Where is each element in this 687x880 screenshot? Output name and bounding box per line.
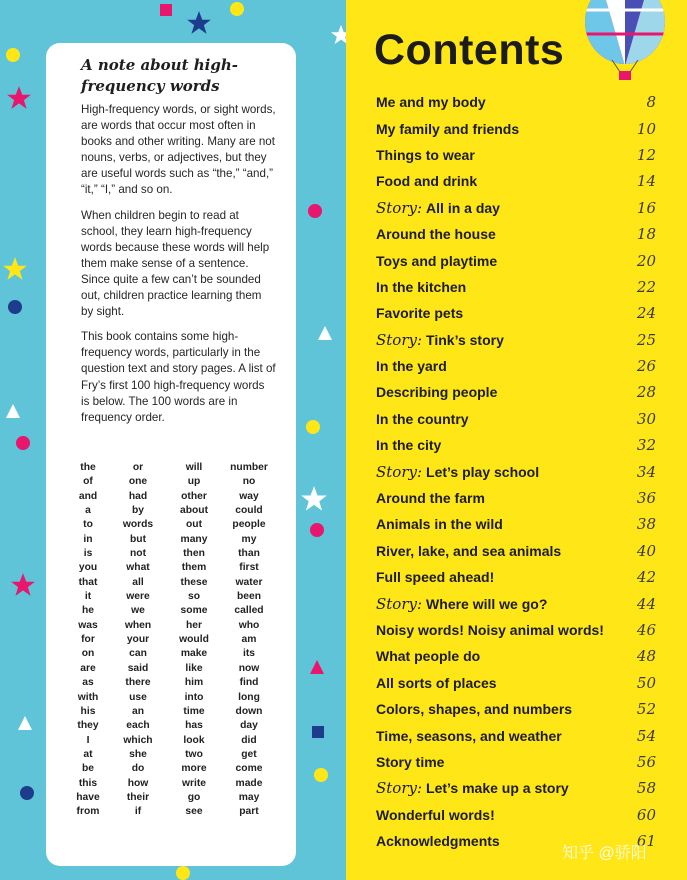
word-item: long (238, 691, 260, 703)
toc-entry-text: Wonderful words! (376, 806, 495, 823)
right-page (346, 0, 687, 880)
toc-entry-text: In the yard (376, 358, 447, 375)
toc-entry-text: All in a day (426, 199, 500, 216)
toc-entry-text: Tink’s story (426, 331, 504, 348)
table-of-contents (376, 89, 656, 854)
dot-icon (310, 523, 324, 537)
word-item: words (122, 519, 154, 531)
toc-entry[interactable] (376, 168, 656, 194)
word-item: called (234, 605, 264, 617)
word-item: she (129, 748, 147, 760)
note-paragraph: High-frequency words, or sight words, are words that occur most often in books and other writing. Many are not nouns, verbs, or adjectives, but they are useful words such as “the,” “and,” “it,” “I,” and so on. (81, 103, 276, 197)
word-item: make (180, 648, 208, 660)
toc-entry-page: 30 (636, 409, 656, 428)
word-item: go (187, 791, 201, 803)
word-item: so (187, 591, 201, 603)
toc-entry-text: Let’s play school (426, 463, 540, 480)
dot-icon (8, 300, 22, 314)
word-item: there (125, 677, 151, 689)
dot-icon (314, 768, 328, 782)
word-item: their (126, 791, 150, 803)
word-item: some (180, 605, 208, 617)
dot-icon (230, 2, 244, 16)
toc-entry[interactable] (376, 142, 656, 168)
toc-entry-label (376, 147, 475, 163)
toc-entry-page: 60 (636, 805, 656, 824)
toc-entry[interactable] (376, 432, 656, 458)
dot-icon (6, 48, 20, 62)
word-column (168, 461, 220, 820)
word-item: could (235, 505, 263, 517)
word-item: one (128, 476, 148, 488)
triangle-icon (6, 404, 20, 418)
toc-entry-label (376, 358, 447, 374)
toc-entry-page: 34 (636, 462, 656, 481)
word-item: a (85, 505, 91, 517)
high-frequency-word-list (68, 461, 278, 820)
toc-entry-page: 16 (636, 198, 656, 217)
word-item: at (83, 748, 93, 760)
word-item: my (241, 533, 257, 545)
toc-entry-text: Around the house (376, 226, 496, 243)
triangle-icon (18, 716, 32, 730)
toc-entry-label (376, 779, 569, 797)
word-item: or (132, 462, 144, 473)
toc-entry-label (376, 833, 500, 849)
toc-entry-text: What people do (376, 648, 481, 665)
toc-entry-text: Noisy words! Noisy animal words! (376, 622, 604, 638)
toc-entry-page: 46 (636, 621, 656, 639)
toc-entry[interactable] (376, 617, 656, 643)
star-icon (6, 85, 32, 111)
toc-entry-page: 48 (636, 647, 656, 666)
toc-entry-text: Where will we go? (426, 595, 548, 612)
word-item: him (184, 677, 204, 689)
word-item: that (78, 576, 98, 588)
word-item: write (181, 777, 207, 789)
word-item: you (78, 562, 98, 574)
word-item: way (239, 490, 259, 502)
toc-entry[interactable] (376, 115, 656, 141)
toc-entry-label (376, 648, 480, 664)
note-title: A note about high-frequency words (81, 56, 238, 95)
word-item: would (179, 634, 209, 646)
star-icon (10, 572, 36, 598)
toc-entry[interactable] (376, 247, 656, 273)
toc-entry[interactable] (376, 564, 656, 590)
toc-entry-text: Time, seasons, and weather (376, 727, 562, 744)
toc-entry-text: In the country (376, 410, 469, 427)
toc-entry-page: 32 (636, 436, 656, 455)
toc-entry[interactable] (376, 538, 656, 564)
word-item: time (183, 705, 205, 717)
word-item: find (239, 677, 259, 689)
toc-entry-label (376, 754, 444, 770)
toc-entry-text: Story time (376, 753, 445, 770)
toc-entry-text: Toys and playtime (376, 252, 498, 269)
toc-entry-text: Describing people (376, 384, 498, 401)
word-item: has (185, 720, 203, 732)
word-item: in (83, 533, 93, 545)
toc-entry[interactable] (376, 696, 656, 722)
toc-entry-page: 26 (636, 357, 656, 376)
word-item: did (241, 734, 257, 746)
toc-entry-label (376, 279, 466, 295)
word-item: how (127, 777, 149, 789)
word-item: do (131, 763, 145, 775)
word-item: as (82, 677, 94, 689)
word-item: but (129, 533, 146, 545)
word-item: part (239, 806, 259, 818)
contents-title: Contents (374, 26, 565, 74)
toc-entry-label (376, 331, 504, 349)
dot-icon (308, 204, 322, 218)
toc-entry-label (376, 516, 503, 532)
toc-entry-label (376, 437, 441, 453)
toc-entry[interactable] (376, 749, 656, 775)
toc-entry-label (376, 173, 477, 189)
word-item: will (185, 462, 203, 473)
word-item: is (83, 548, 93, 560)
toc-entry-text: Acknowledgments (376, 833, 500, 850)
toc-entry-text: My family and friends (376, 120, 520, 137)
word-item: water (235, 576, 263, 588)
word-column (108, 461, 168, 820)
word-item: they (77, 720, 99, 732)
word-item: are (80, 662, 96, 674)
toc-entry-label (376, 121, 519, 137)
word-item: many (180, 533, 208, 545)
word-item: and (78, 490, 98, 502)
word-item: them (181, 562, 207, 574)
word-item: have (76, 791, 100, 803)
word-item: it (84, 591, 92, 603)
word-item: said (127, 662, 149, 674)
word-item: of (83, 476, 93, 488)
toc-entry-label (376, 463, 539, 481)
toc-entry[interactable] (376, 300, 656, 326)
word-item: his (80, 705, 96, 717)
word-item: see (185, 806, 203, 818)
toc-entry[interactable] (376, 802, 656, 828)
toc-entry-page: 25 (636, 330, 656, 349)
dot-icon (306, 420, 320, 434)
toc-entry-page: 8 (646, 93, 656, 112)
word-item: no (242, 476, 256, 488)
word-item: for (81, 634, 95, 646)
toc-entry-text: Colors, shapes, and numbers (376, 701, 573, 718)
triangle-icon (310, 660, 324, 674)
story-prefix: Story: (376, 594, 423, 613)
note-paragraph: This book contains some high-frequency words, particularly in the question text and story pages. A list of Fry’s first 100 high-frequency words is below. The 100 words are in frequency order. (81, 330, 276, 424)
toc-entry[interactable] (376, 775, 656, 801)
word-item: with (77, 691, 99, 703)
toc-entry-text: Me and my body (376, 94, 486, 111)
toc-entry[interactable] (376, 221, 656, 247)
toc-entry-page: 42 (636, 568, 656, 587)
square-icon (312, 726, 324, 738)
toc-entry-text: Things to wear (376, 146, 475, 163)
word-item: come (235, 763, 263, 775)
word-item: people (232, 519, 266, 531)
toc-entry[interactable] (376, 722, 656, 748)
word-item: now (238, 662, 260, 674)
toc-entry-page: 38 (636, 515, 656, 534)
word-item: may (238, 791, 260, 803)
toc-entry-text: Let’s make up a story (426, 780, 569, 797)
word-item: two (185, 748, 203, 760)
toc-entry-text: Food and drink (376, 173, 478, 190)
toc-entry[interactable] (376, 327, 656, 353)
toc-entry-page: 14 (636, 172, 656, 191)
toc-entry-text: Full speed ahead! (376, 569, 495, 586)
toc-entry[interactable] (376, 89, 656, 115)
word-item: which (123, 734, 153, 746)
word-item: to (83, 519, 93, 531)
word-item: if (134, 806, 142, 818)
word-item: an (131, 705, 145, 717)
toc-entry-text: Animals in the wild (376, 516, 503, 533)
word-item: when (124, 619, 152, 631)
toc-entry-page: 10 (636, 119, 656, 138)
toc-entry-label (376, 569, 494, 585)
toc-entry-label (376, 543, 561, 559)
word-item: this (78, 777, 98, 789)
word-item: each (126, 720, 150, 732)
toc-entry[interactable] (376, 379, 656, 405)
toc-entry-page: 44 (636, 594, 656, 613)
toc-entry-label (376, 807, 495, 823)
toc-entry-label (376, 490, 485, 506)
toc-entry[interactable] (376, 670, 656, 696)
square-icon (160, 4, 172, 16)
word-item: were (126, 591, 150, 603)
toc-entry-text: All sorts of places (376, 674, 497, 691)
toc-entry-page: 24 (636, 304, 656, 323)
word-item: these (180, 576, 208, 588)
star-icon (2, 256, 28, 282)
word-column (68, 461, 108, 820)
toc-entry-label (376, 253, 497, 269)
toc-entry-page: 50 (636, 673, 656, 692)
word-item: its (242, 648, 256, 660)
toc-entry-page: 12 (636, 145, 656, 164)
toc-entry-page: 54 (636, 726, 656, 745)
dot-icon (20, 786, 34, 800)
word-item: he (81, 605, 95, 617)
toc-entry-text: In the city (376, 437, 442, 454)
toc-entry[interactable] (376, 590, 656, 616)
triangle-icon (318, 326, 332, 340)
star-icon (300, 485, 328, 513)
toc-entry-page: 22 (636, 277, 656, 296)
toc-entry-page: 40 (636, 541, 656, 560)
toc-entry-label (376, 622, 604, 638)
word-item: made (235, 777, 263, 789)
word-item: who (238, 619, 260, 631)
word-item: other (181, 490, 207, 502)
toc-entry-page: 56 (636, 752, 656, 771)
word-item: your (126, 634, 150, 646)
toc-entry[interactable] (376, 353, 656, 379)
word-item: her (185, 619, 203, 631)
toc-entry-page: 36 (636, 489, 656, 508)
dot-icon (176, 866, 190, 880)
toc-entry-label (376, 701, 572, 717)
word-item: by (131, 505, 145, 517)
word-item: use (129, 691, 147, 703)
toc-entry-label (376, 199, 500, 217)
word-item: the (80, 462, 96, 473)
toc-entry-label (376, 94, 486, 110)
word-item: from (76, 806, 100, 818)
word-column (220, 461, 278, 820)
word-item: like (185, 662, 203, 674)
note-paragraph: When children begin to read at school, they learn high-frequency words because these words will help them make sense of a sentence. Since quite a few can’t be sounded out, children practice learning them by sight. (81, 208, 270, 319)
story-prefix: Story: (376, 330, 423, 349)
toc-entry-label (376, 411, 469, 427)
toc-entry-label (376, 305, 463, 321)
word-item: not (129, 548, 146, 560)
toc-entry-page: 52 (636, 700, 656, 719)
word-item: out (185, 519, 202, 531)
toc-entry-page: 20 (636, 251, 656, 270)
word-item: up (187, 476, 201, 488)
word-item: number (230, 462, 268, 473)
toc-entry[interactable] (376, 485, 656, 511)
story-prefix: Story: (376, 779, 423, 798)
word-item: day (240, 720, 258, 732)
toc-entry-page: 28 (636, 383, 656, 402)
toc-entry-page: 18 (636, 225, 656, 244)
word-item: get (241, 748, 257, 760)
toc-entry-label (376, 675, 497, 691)
toc-entry[interactable] (376, 458, 656, 484)
word-item: than (238, 548, 260, 560)
word-item: I (86, 734, 90, 746)
star-icon (186, 10, 212, 36)
toc-entry-label (376, 226, 496, 242)
toc-entry-text: Around the farm (376, 490, 485, 507)
word-item: been (236, 591, 262, 603)
toc-entry-text: River, lake, and sea animals (376, 542, 562, 559)
dot-icon (16, 436, 30, 450)
toc-entry[interactable] (376, 195, 656, 221)
word-item: then (183, 548, 205, 560)
star-icon (330, 24, 346, 46)
word-item: first (239, 562, 259, 574)
toc-entry[interactable] (376, 274, 656, 300)
toc-entry-page: 61 (636, 832, 656, 851)
toc-entry[interactable] (376, 643, 656, 669)
word-item: into (184, 691, 204, 703)
story-prefix: Story: (376, 462, 423, 481)
toc-entry-label (376, 595, 547, 613)
word-item: what (126, 562, 150, 574)
word-item: was (78, 619, 98, 631)
toc-entry-text: In the kitchen (376, 278, 467, 295)
hot-air-balloon-icon (582, 0, 668, 82)
word-item: can (129, 648, 147, 660)
toc-entry[interactable] (376, 406, 656, 432)
word-item: we (131, 605, 145, 617)
story-prefix: Story: (376, 198, 423, 217)
word-item: had (128, 490, 148, 502)
word-item: on (81, 648, 95, 660)
word-item: about (179, 505, 209, 517)
word-item: down (235, 705, 263, 717)
toc-entry-page: 58 (636, 779, 656, 798)
toc-entry-label (376, 384, 497, 400)
word-item: look (183, 734, 205, 746)
toc-entry-text: Favorite pets (376, 305, 464, 322)
word-item: am (241, 634, 257, 646)
word-item: be (81, 763, 95, 775)
toc-entry[interactable] (376, 511, 656, 537)
toc-entry-label (376, 728, 562, 744)
watermark: 知乎 @骄阳 (562, 845, 647, 862)
word-item: all (132, 576, 144, 588)
word-item: more (181, 763, 207, 775)
